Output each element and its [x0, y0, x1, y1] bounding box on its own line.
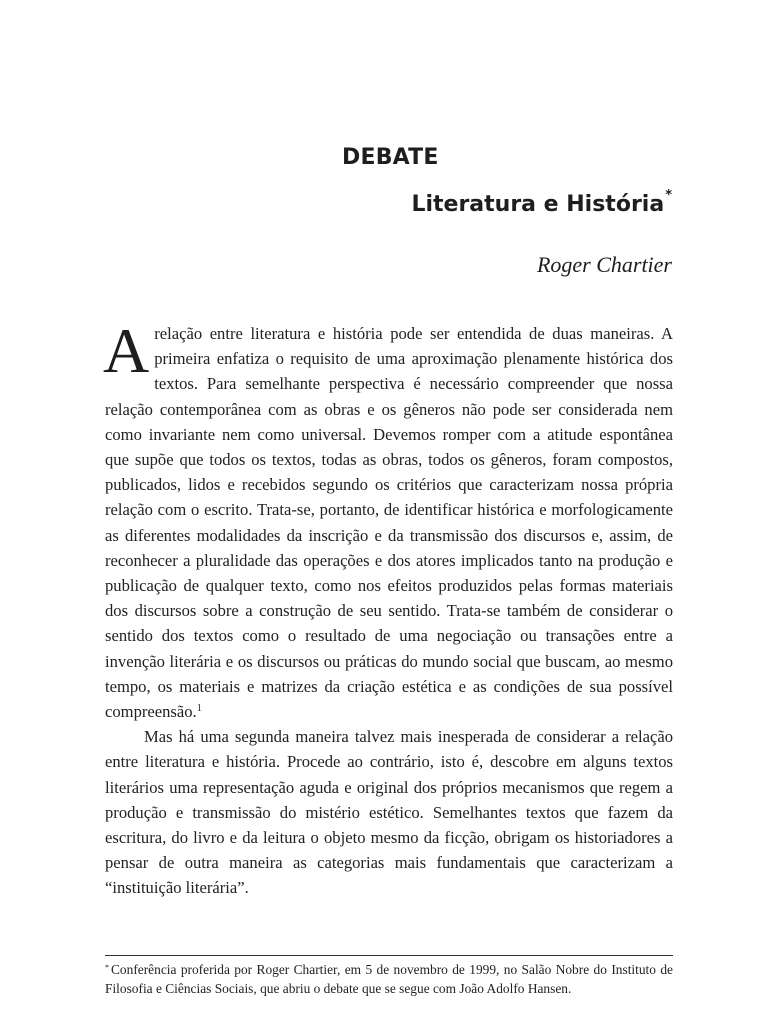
article-title — [411, 188, 672, 217]
footnote-mark: * — [105, 963, 109, 972]
title-note-mark[interactable]: * — [665, 188, 672, 203]
paragraph-1-text: relação entre literatura e história pode ser entendida de duas maneiras. A primeira enfatiza o requisito de uma aproximação plenamente histórica dos textos. Para semelhante perspectiva é necessário compreender que nossa relação contemporânea com as obras e os gêneros não pode ser considerada nem como invariante nem como universal. Devemos romper com a atitude espontânea que supõe que todos os textos, todas as obras, todos os gêneros, foram compostos, publicados, lidos e recebidos segundo os critérios que caracterizam nossa própria relação com o escrito. Trata-se, portanto, de identificar histórica e morfologicamente as diferentes modalidades da inscrição e da transmissão dos discursos e, assim, de reconhecer a pluralidade das operações e dos atores implicados tanto na produção e publicação de qualquer texto, como nos efeitos produzidos pelas formas materiais dos discursos sobre a construção de seu sentido. Trata-se também de considerar o sentido dos textos como o resultado de uma negociação ou transações entre a invenção literária e os discursos ou práticas do mundo social que buscam, ao mesmo tempo, os materiais e matrizes da criação estética e as condições de sua possível compreensão. — [105, 324, 673, 722]
footnote — [105, 960, 673, 998]
article-body — [103, 315, 673, 901]
drop-cap: A — [103, 315, 150, 386]
section-label: DEBATE — [342, 145, 439, 170]
article-title-text: Literatura e História — [411, 192, 665, 217]
footnote-text: Conferência proferida por Roger Chartier, em 5 de novembro de 1999, no Salão Nobre do Instituto de Filosofia e Ciências Sociais, que abriu o debate que se segue com João Adolfo Hansen. — [105, 962, 673, 996]
paragraph-2: Mas há uma segunda maneira talvez mais inesperada de considerar a relação entre literatura e história. Procede ao contrário, isto é, descobre em alguns textos literários uma representação aguda e original dos próprios mecanismos que regem a produção e transmissão do mistério estético. Semelhantes textos que fazem da escritura, do livro e da leitura o objeto mesmo da ficção, obrigam os historiadores a pensar de outra maneira as categorias mais fundamentais que caracterizam a “instituição literária”. — [105, 727, 673, 898]
author-name: Roger Chartier — [536, 252, 672, 277]
footnote-divider — [105, 955, 673, 956]
paragraph-1 — [103, 315, 673, 724]
footnote-ref-1[interactable]: 1 — [196, 703, 202, 715]
